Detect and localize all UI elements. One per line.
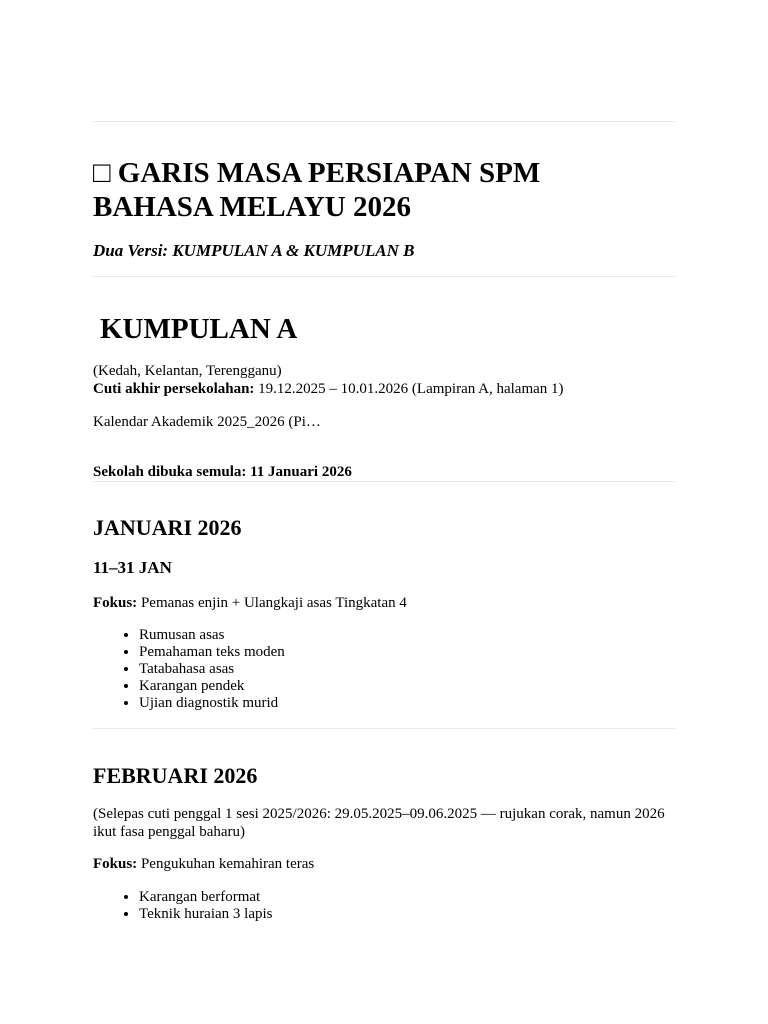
section-heading-februari: FEBRUARI 2026 — [93, 763, 258, 788]
fokus-value: Pengukuhan kemahiran teras — [140, 856, 315, 872]
title-icon: □ — [93, 157, 111, 189]
date-range-januari: 11–31 JAN — [93, 558, 172, 577]
page-subtitle: Dua Versi: KUMPULAN A & KUMPULAN B — [93, 241, 415, 260]
list-item: • Pemahaman teks moden — [139, 644, 285, 661]
februari-list — [93, 889, 273, 923]
list-item: • Karangan pendek — [139, 678, 285, 695]
cuti-akhir-value: 19.12.2025 – 10.01.2026 (Lampiran A, halaman 1) — [258, 381, 564, 397]
januari-list — [93, 627, 285, 712]
divider — [93, 121, 675, 122]
list-item: • Tatabahasa asas — [139, 661, 285, 678]
fokus-label: Fokus: — [93, 595, 138, 611]
divider — [93, 481, 675, 482]
fokus-label: Fokus: — [93, 856, 138, 872]
cuti-akhir-line — [93, 380, 564, 398]
section-heading-januari: JANUARI 2026 — [93, 515, 242, 540]
states-text: (Kedah, Kelantan, Terengganu) — [93, 363, 282, 379]
fokus-februari — [93, 855, 314, 873]
page-title — [93, 156, 653, 224]
list-item: • Ujian diagnostik murid — [139, 695, 285, 712]
sekolah-dibuka-text: Sekolah dibuka semula: 11 Januari 2026 — [93, 464, 352, 480]
list-item: • Teknik huraian 3 lapis — [139, 906, 273, 923]
title-text: GARIS MASA PERSIAPAN SPM BAHASA MELAYU 2026 — [93, 157, 541, 223]
section-heading-kumpulan-a: KUMPULAN A — [100, 313, 298, 345]
fokus-value: Pemanas enjin + Ulangkaji asas Tingkatan 4 — [140, 595, 407, 611]
kalendar-akademik-link[interactable]: Kalendar Akademik 2025_2026 (Pi… — [93, 414, 321, 430]
fokus-januari — [93, 594, 407, 612]
cuti-akhir-label: Cuti akhir persekolahan: — [93, 381, 255, 397]
list-item: • Karangan berformat — [139, 889, 273, 906]
list-item: • Rumusan asas — [139, 627, 285, 644]
divider — [93, 728, 675, 729]
februari-note: (Selepas cuti penggal 1 sesi 2025/2026: 29.05.2025–09.06.2025 — rujukan corak, namun 2026 ikut fasa penggal baharu) — [93, 806, 665, 840]
divider — [93, 276, 675, 277]
